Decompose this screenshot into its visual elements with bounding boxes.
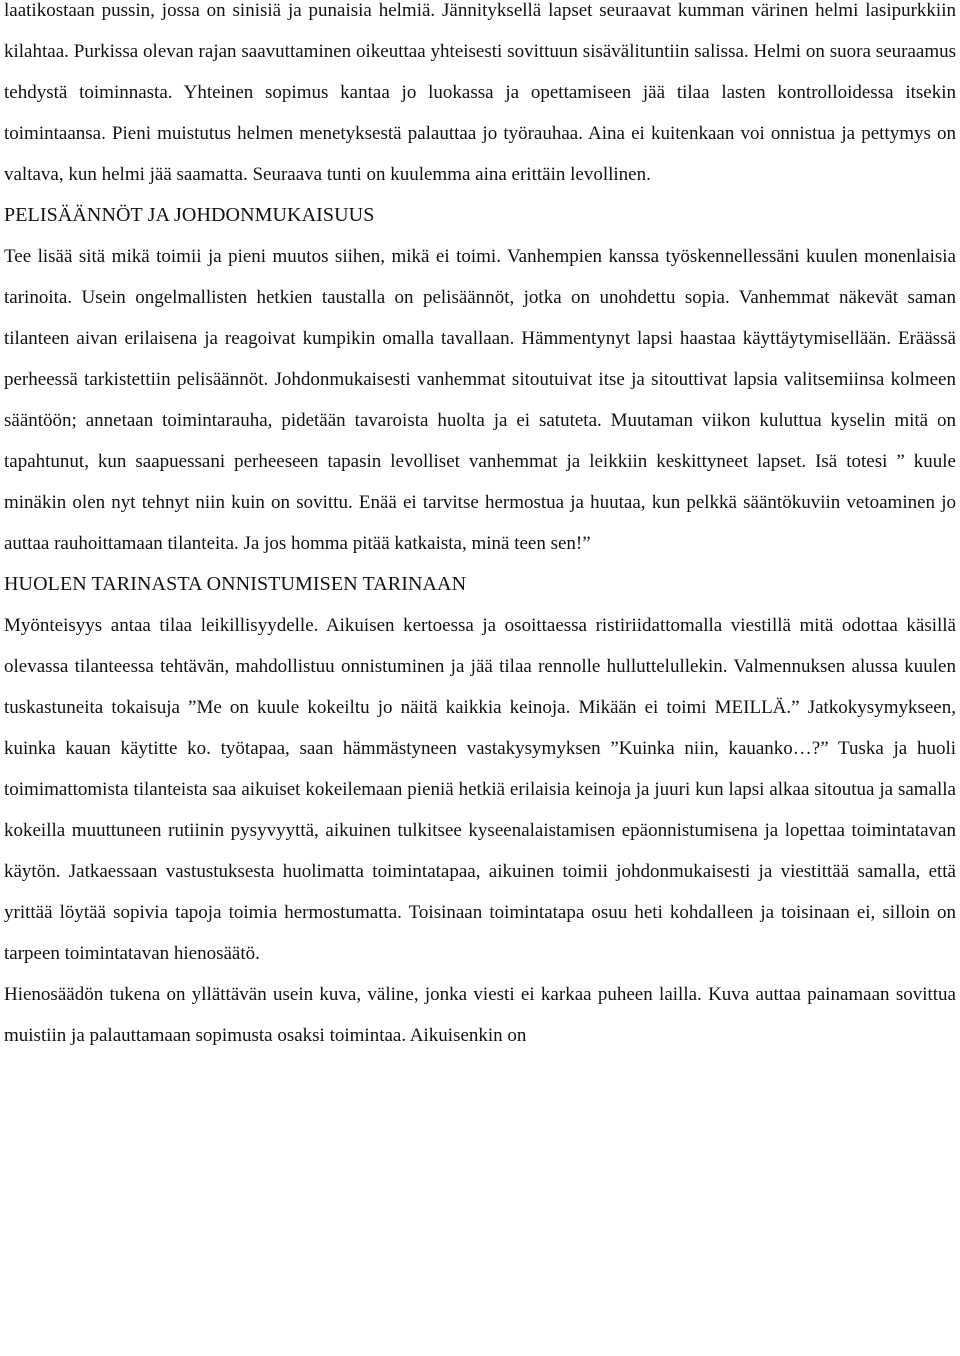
paragraph-helmi-reward: laatikostaan pussin, jossa on sinisiä ja punaisia helmiä. Jännityksellä lapset seuraavat kumman värinen helmi lasipurkkiin kilahtaa. Purkissa olevan rajan saavuttaminen oikeuttaa yhteisesti sovittuun sisävälituntiin salissa. Helmi on suora seuraamus tehdystä toiminnasta. Yhteinen sopimus kantaa jo luokassa ja opettamiseen jää tilaa lasten kontrolloidessa itsekin toimintaansa. Pieni muistutus helmen menetyksestä palauttaa jo työrauhaa. Aina ei kuitenkaan voi onnistua ja pettymys on valtava, kun helmi jää saamatta. Seuraava tunti on kuulemma aina erittäin levollinen. [4, 0, 956, 185]
paragraph-positivity: Myönteisyys antaa tilaa leikillisyydelle. Aikuisen kertoessa ja osoittaessa ristiriidattomalla viestillä mitä odottaa käsillä olevassa tilanteessa tehtävän, mahdollistuu onnistuminen ja jää tilaa rennolle hulluttelullekin. Valmennuksen alussa kuulen tuskastuneita tokaisuja ”Me on kuule kokeiltu jo näitä kaikkia keinoja. Mikään ei toimi MEILLÄ.” Jatkokysymykseen, kuinka kauan käytitte ko. työtapaa, saan hämmästyneen vastakysymyksen ”Kuinka niin, kauanko…?” Tuska ja huoli toimimattomista tilanteista saa aikuiset kokeilemaan pieniä hetkiä erilaisia keinoja ja juuri kun lapsi alkaa sitoutua ja samalla kokeilla muuttuneen rutiinin pysyvyyttä, aikuinen tulkitsee kyseenalaistamisen epäonnistumisena ja lopettaa toimintatavan käytön. Jatkaessaan vastustuksesta huolimatta toimintatapaa, aikuinen toimii johdonmukaisesti ja viestittää samalla, että yrittää löytää sopivia tapoja toimia hermostumatta. Toisinaan toimintatapa osuu heti kohdalleen ja toisinaan ei, silloin on tarpeen toimintatavan hienosäätö. [4, 615, 956, 964]
document-page [4, 0, 956, 1056]
heading-worry-to-success: HUOLEN TARINASTA ONNISTUMISEN TARINAAN [4, 573, 467, 595]
paragraph-family-rules: Tee lisää sitä mikä toimii ja pieni muutos siihen, mikä ei toimi. Vanhempien kanssa työskennellessäni kuulen monenlaisia tarinoita. Usein ongelmallisten hetkien taustalla on pelisäännöt, jotka on unohdettu sopia. Vanhemmat näkevät saman tilanteen aivan erilaisena ja reagoivat kumpikin omalla tavallaan. Hämmentynyt lapsi haastaa käyttäytymisellään. Eräässä perheessä tarkistettiin pelisäännöt. Johdonmukaisesti vanhemmat sitoutuivat itse ja sitouttivat lapsia valitsemiinsa kolmeen sääntöön; annetaan toimintarauha, pidetään tavaroista huolta ja ei satuteta. Muutaman viikon kuluttua kyselin mitä on tapahtunut, kun saapuessani perheeseen tapasin levolliset vanhemmat ja leikkiin keskittyneet lapset. Isä totesi ” kuule minäkin olen nyt tehnyt niin kuin on sovittu. Enää ei tarvitse hermostua ja huutaa, kun pelkkä sääntökuviin vetoaminen jo auttaa rauhoittamaan tilanteita. Ja jos homma pitää katkaista, minä teen sen!” [4, 246, 956, 554]
heading-rules-consistency: PELISÄÄNNÖT JA JOHDONMUKAISUUS [4, 204, 375, 226]
paragraph-fine-tuning: Hienosäädön tukena on yllättävän usein kuva, väline, jonka viesti ei karkaa puheen lailla. Kuva auttaa painamaan sovittua muistiin ja palauttamaan sopimusta osaksi toimintaa. Aikuisenkin on [4, 984, 956, 1046]
